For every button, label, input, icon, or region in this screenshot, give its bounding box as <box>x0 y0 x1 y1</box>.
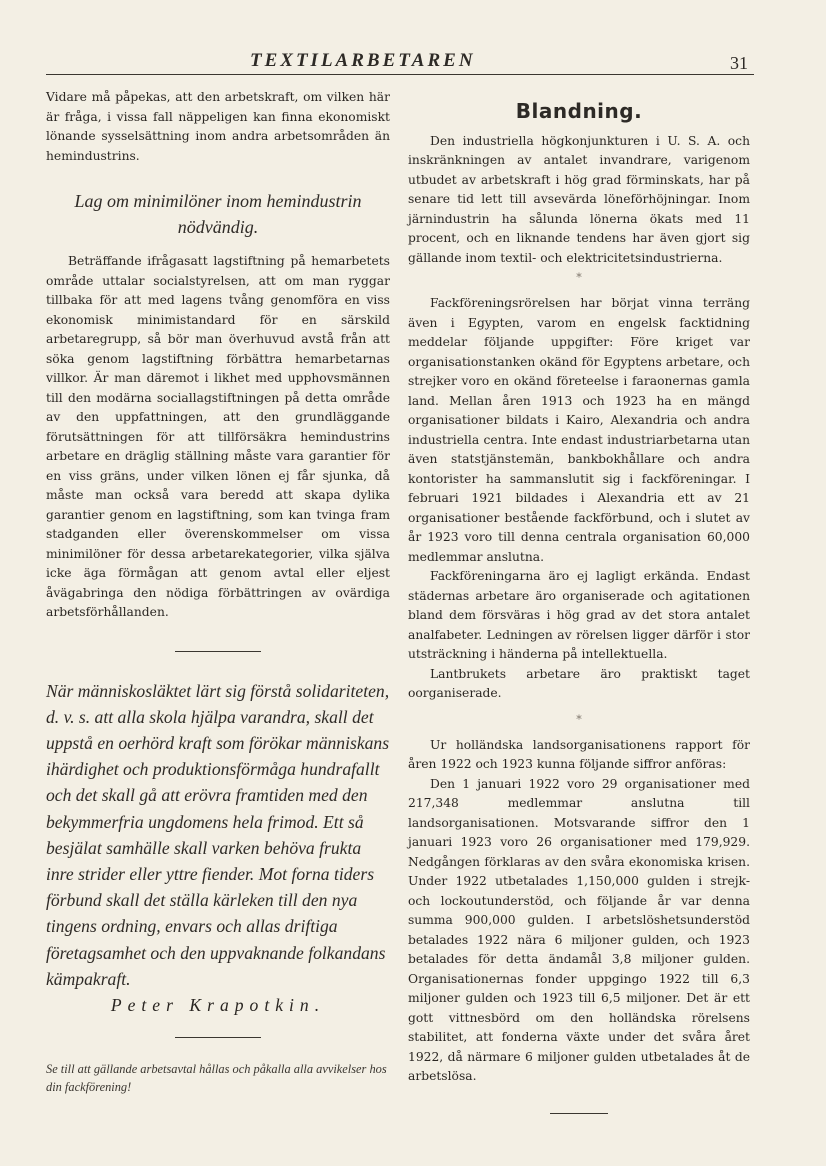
separator-star-2: * <box>576 712 582 726</box>
divider-left-2 <box>175 1037 261 1038</box>
egypt-recognition-paragraph: Fackföreningarna äro ej lagligt erkända. Endast städernas arbetare äro organiserade och agitationen bland dem försväras i hög grad av det stora antalet analfabeter. Ledningen av rörelsen ligger därför i stor utsträckning i händerna på intellektuella. <box>408 569 750 661</box>
egypt-paragraph: Fackföreningsrörelsen har börjat vinna terräng även i Egypten, varom en engelsk facktidning meddelar följande uppgifter: Före kriget var organisationstanken okänd för Egyptens arbetare, och strejker voro en okänd företeelse i faraonernas gamla land. Mellan åren 1913 och 1923 ha en mängd organisationer bildats i Kairo, Alexandria och andra industriella centra. Inte endast industriarbetarna utan även statstjänstemän, bankbokhållare och andra kontorister ha sammanslutit sig i fackföreningar. I februari 1921 bildades i Alexandria ett av 21 organisationer bestående fackförbund, och i slutet av år 1923 voro till denna centrala organisation 60,000 medlemmar anslutna. <box>408 296 750 564</box>
separator-star-1: * <box>576 271 582 284</box>
usa-paragraph: Den industriella högkonjunkturen i U. S. A. och inskränkningen av antalet invandrare, varigenom utbudet av arbetskraft i hög grad förminskats, har på senare tid lett till avsevärda löneförhöjningar. Inom järnindustrin ha sålunda lönerna ökats med 11 procent, och en liknande tendens har även gjort sig gällande inom textil- och elektricitetsindustrierna. <box>408 133 750 265</box>
left-column <box>46 88 390 1096</box>
journal-title: TEXTILARBETAREN <box>250 50 476 71</box>
dutch-figures-paragraph: Den 1 januari 1922 voro 29 organisationer med 217,348 medlemmar anslutna till landsorganisationen. Motsvarande siffror den 1 januari 1923 voro 26 organisationer med 179,929. Nedgången förklaras av den svåra ekonomiska krisen. Under 1922 utbetalades 1,150,000 gulden i strejk- och lockoutunderstöd, och följande år var denna summa 900,000 gulden. I arbetslöshetsunderstöd betalades 1922 nära 6 miljoner gulden, och 1923 betalades för detta ändamål 3,8 miljoner gulden. Organisationernas fonder uppgingo 1922 till 6,3 miljoner gulden och 1923 till 6,5 miljoner. Det är ett gott vittnesbörd om den holländska rörelsens stabilitet, att fonderna växte under det svåra året 1922, då närmare 6 miljoner gulden utbetalades åt de arbetslösa. <box>408 776 750 1083</box>
krapotkin-quote: När människosläktet lärt sig förstå solidariteten, d. v. s. att alla skola hjälpa varandra, skall det uppstå en oerhörd kraft som förökar människans ihärdighet och produktionsförmåga hundrafallt och det skall gå att erövra framtiden med den bekymmerfria ungdomens hela frimod. Ett så besjälat samhälle skall varken behöva frukta inre strider eller yttre fiender. Mot forna tiders förbund skall det ställa kärleken till den nya tingens ordning, envars och allas driftiga företagsamhet och den uppvaknande folkandans kämpakraft. <box>46 680 390 989</box>
minimum-wage-paragraph: Beträffande ifrågasatt lagstiftning på hemarbetets område uttalar socialstyrelsen, att om man ryggar tillbaka för att med lagens tvång genomföra en viss ekonomisk minimistandard för en särskild arbetaregrupp, så bör man överhuvud avstå från att söka genom lagstiftning förbättra hemarbetarnas villkor. Är man däremot i likhet med upphovsmännen till den modärna sociallagstiftningen på detta område av den uppfattningen, att den grundläggande förutsättningen för att tillförsäkra hemindustrins arbetare en dräglig ställning måste vara garantier för en viss gräns, under vilken lönen ej får sjunka, då måste man också vara beredd att skapa dylika garantier genom en lagstiftning, som kan tvinga fram stadganden eller överenskommelser om vissa minimilöner för dessa arbetarekategorier, vilka själva icke äga förmågan att genom avtal eller eljest åvägabringa den nödiga förbättringen av ovärdiga arbetsförhållanden. <box>46 254 390 619</box>
quote-author: Peter Krapotkin. <box>110 994 326 1015</box>
divider-right <box>550 1113 608 1114</box>
agriculture-paragraph: Lantbrukets arbetare äro praktiskt taget oorganiserade. <box>408 666 750 700</box>
dutch-report-paragraph: Ur holländska landsorganisationens rapport för åren 1922 och 1923 kunna följande siffror anföras: <box>408 737 750 771</box>
page-number: 31 <box>730 53 748 73</box>
blandning-heading: Blandning. <box>515 99 643 123</box>
section-heading-minimum-wage: Lag om minimilöner inom hemindustrin nödvändig. <box>74 191 362 237</box>
intro-paragraph: Vidare må påpekas, att den arbetskraft, om vilken här är fråga, i vissa fall näppeligen kan finna ekonomiskt lönande sysselsättning inom andra arbetsområden än hemindustrins. <box>46 90 390 163</box>
union-footnote: Se till att gällande arbetsavtal hållas och påkalla alla avvikelser hos din fackförening! <box>46 1062 387 1095</box>
right-column <box>408 88 750 1114</box>
divider-left-1 <box>175 651 261 652</box>
header-rule <box>46 74 754 75</box>
